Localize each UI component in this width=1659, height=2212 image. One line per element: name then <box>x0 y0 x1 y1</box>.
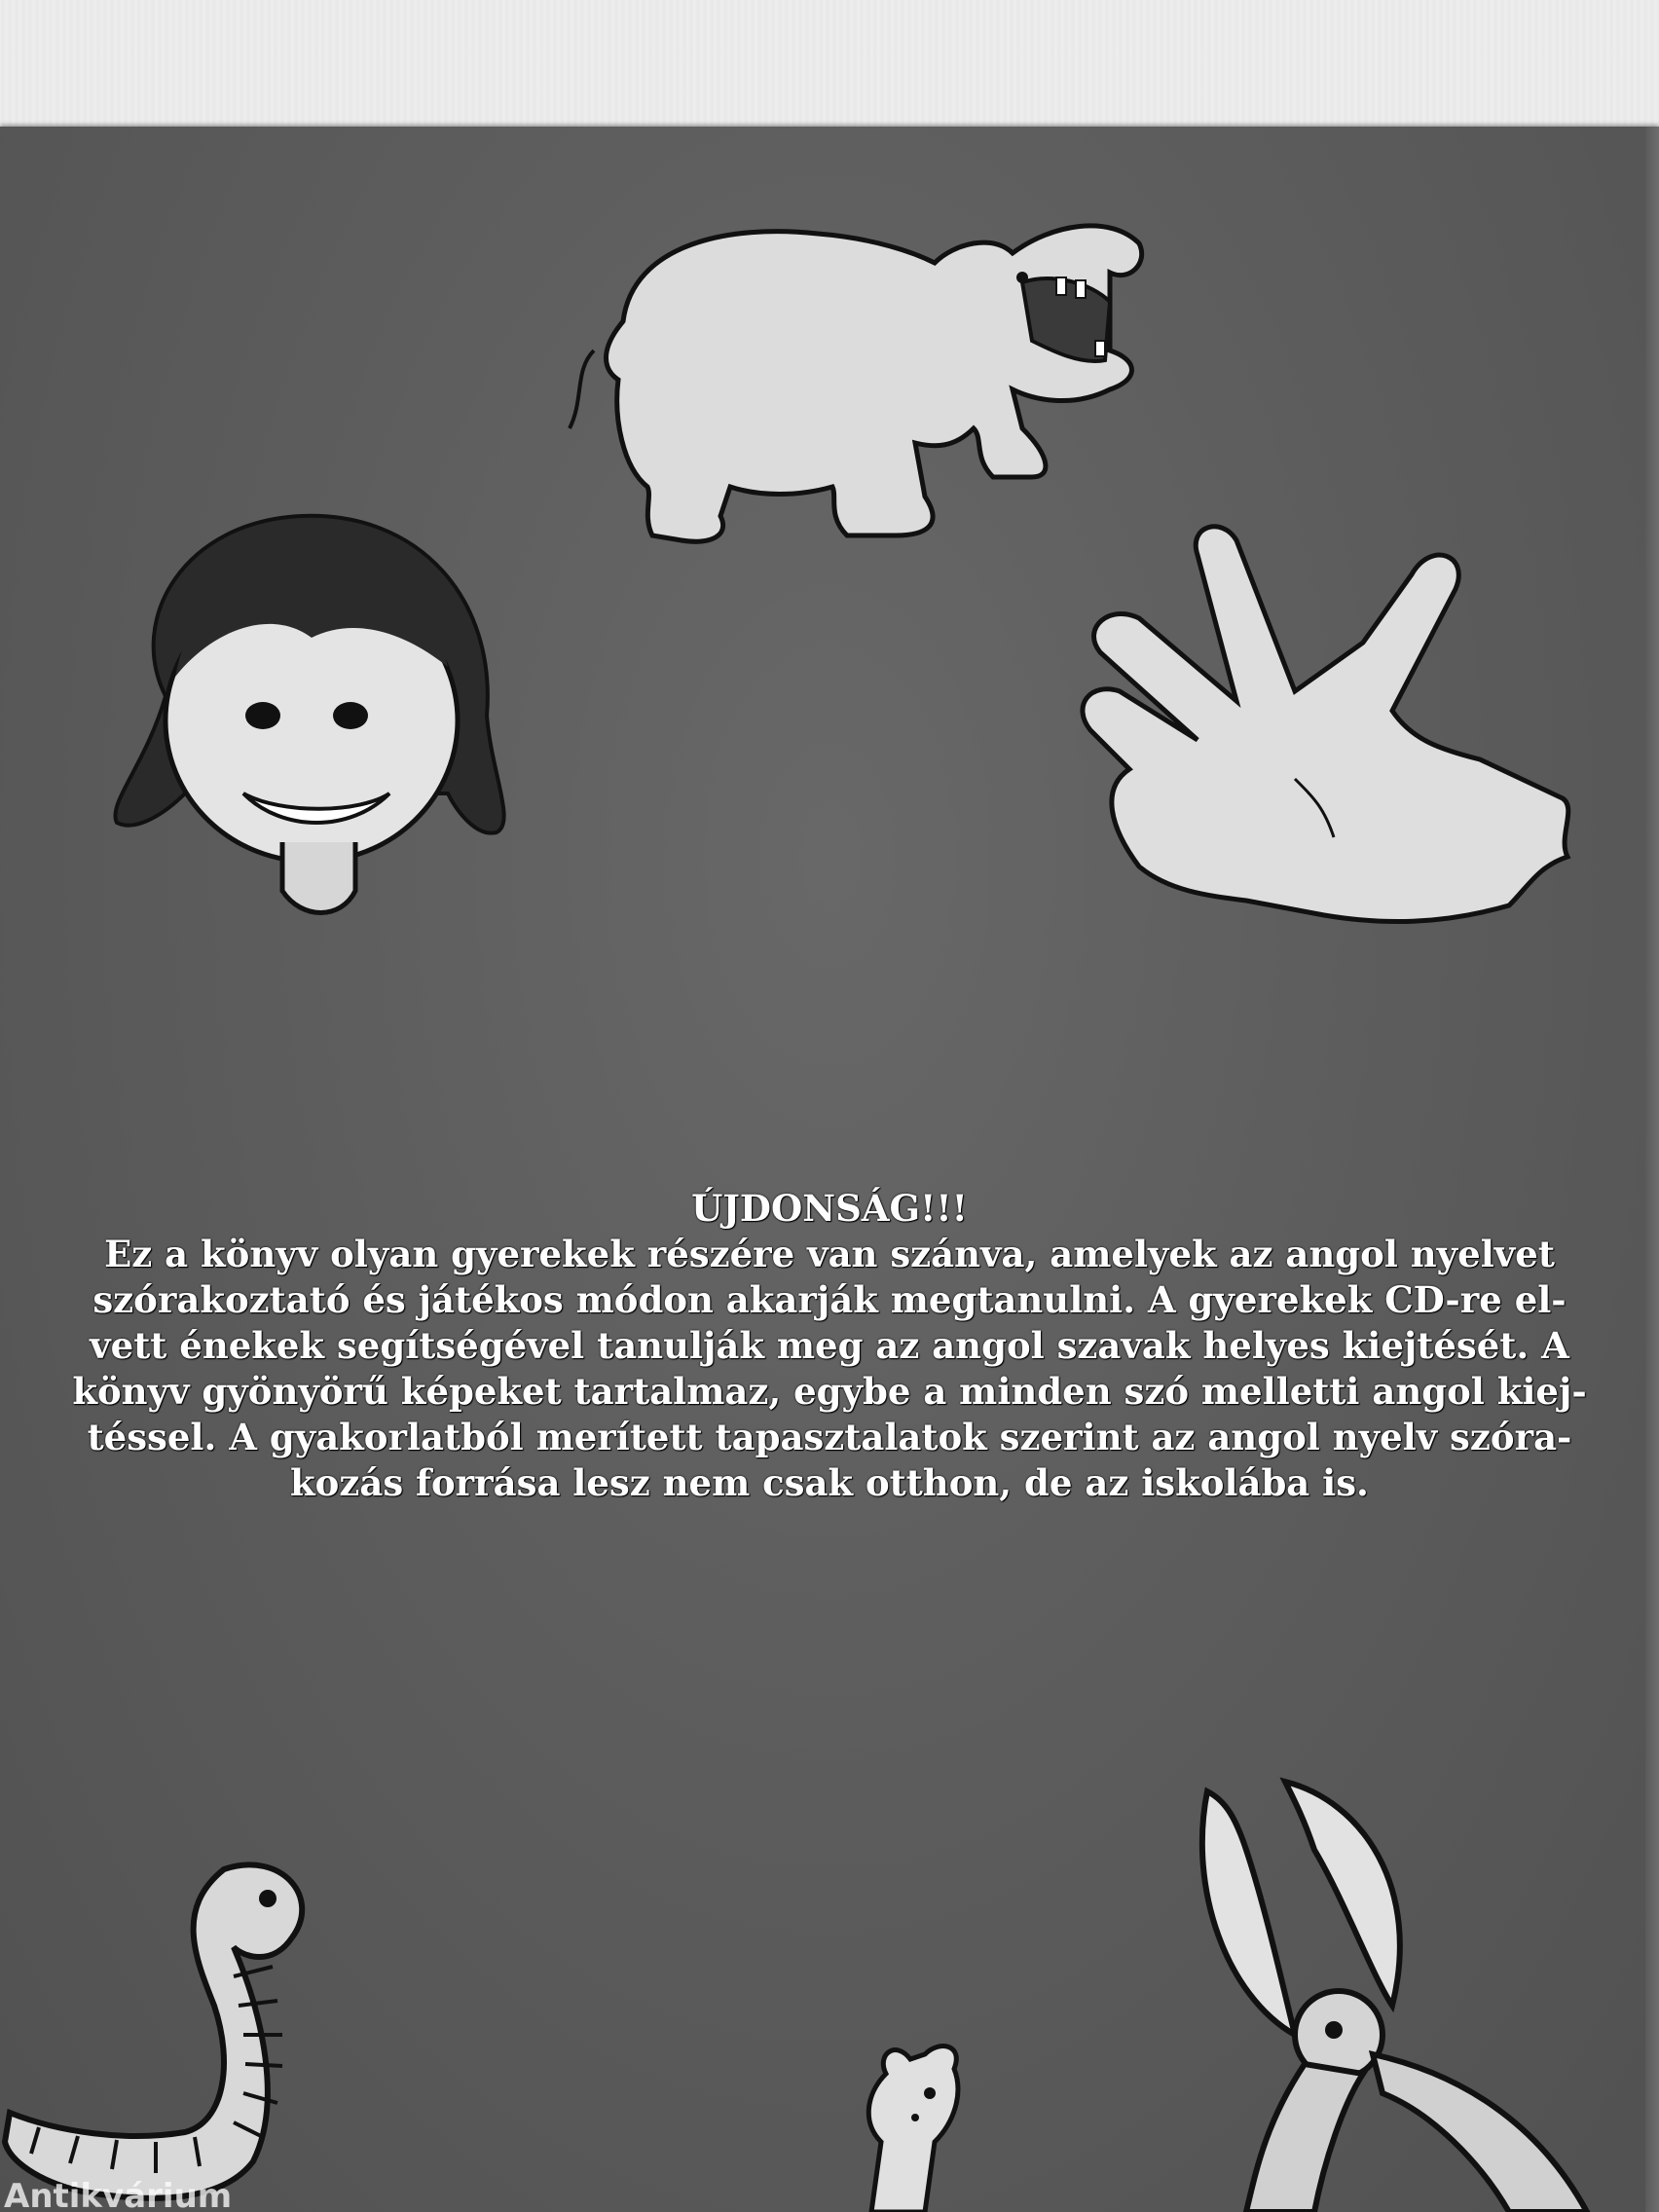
cover-text-line: kozás forrása lesz nem csak otthon, de az iskolába is. <box>290 1461 1369 1504</box>
kangaroo-illustration <box>857 2035 1022 2212</box>
girl-face-illustration <box>107 501 526 930</box>
cover-text-line: Ez a könyv olyan gyerekek részére van szánva, amelyek az angol nyelvet <box>104 1233 1555 1275</box>
pliers-illustration <box>1168 1772 1659 2212</box>
cover-text-line: téssel. A gyakorlatból merített tapasztalatok szerint az angol nyelv szóra- <box>87 1416 1572 1458</box>
hand-illustration <box>1071 516 1577 925</box>
wall-background <box>0 0 1659 136</box>
worm-illustration <box>0 1811 389 2212</box>
cover-heading: ÚJDONSÁG!!! <box>691 1187 968 1230</box>
cover-text-line: vett énekek segítségével tanulják meg az angol szavak helyes kiejtését. A <box>90 1324 1569 1367</box>
cover-text-line: szórakoztató és játékos módon akarják megtanulni. A gyerekek CD-re el- <box>92 1278 1567 1321</box>
hippo-illustration <box>565 204 1149 555</box>
cover-description <box>39 1186 1620 1506</box>
cover-text-line: könyv gyönyörű képeket tartalmaz, egybe a minden szó melletti angol kiej- <box>72 1370 1587 1413</box>
watermark-text: Antikvárium <box>4 2177 233 2212</box>
